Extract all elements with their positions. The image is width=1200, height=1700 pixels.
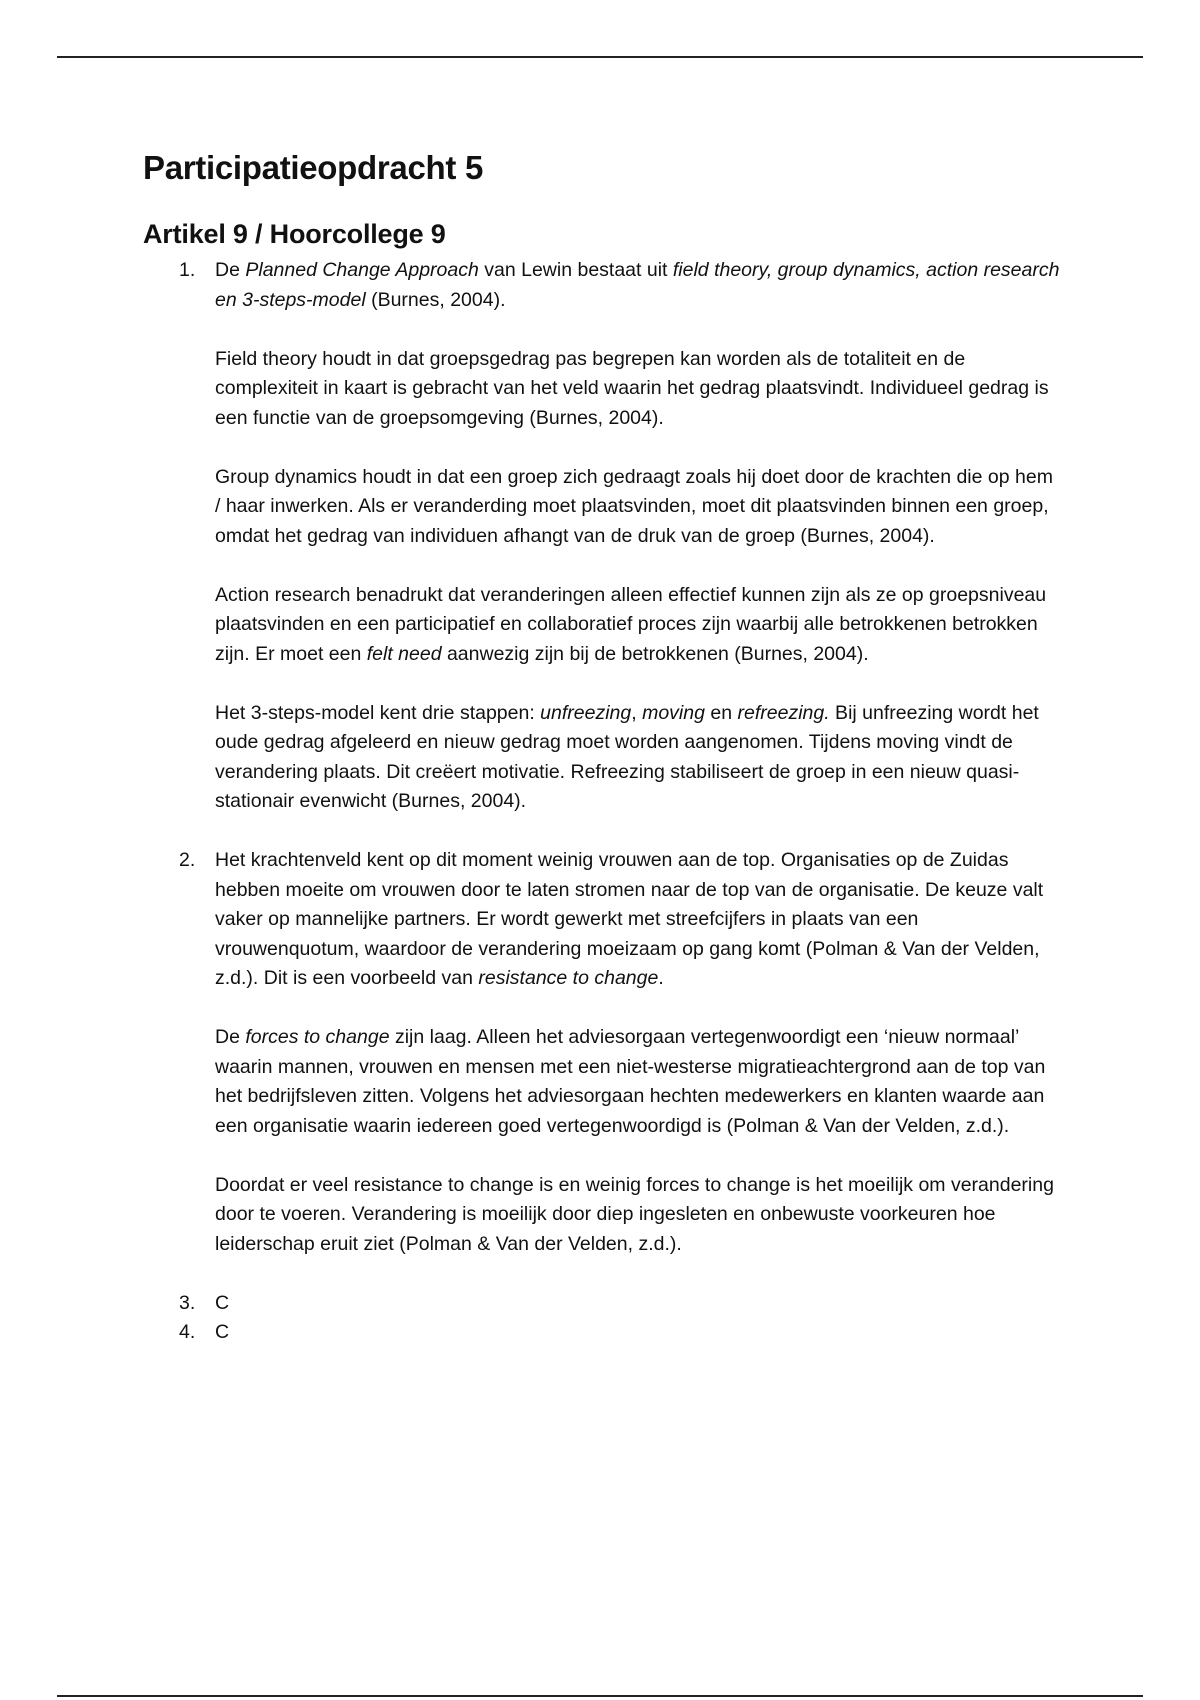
italic-term: field theory, group dynamics, action research en 3-steps-model [215,259,1060,311]
question-item [143,846,1063,1259]
answer-paragraph: De Planned Change Approach van Lewin bestaat uit field theory, group dynamics, action research en 3-steps-model (Burnes, 2004). [215,259,1060,311]
italic-term: unfreezing [540,701,632,724]
answer-paragraph: De forces to change zijn laag. Alleen het adviesorgaan vertegenwoordigt een ‘nieuw normaal’ waarin mannen, vrouwen en mensen met een niet-westerse migratieachtergrond aan de top van het bedrijfsleven zitten. Volgens het adviesorgaan hechten medewerkers en klanten waarde aan een organisatie waarin iedereen goed vertegenwoordigd is (Polman & Van der Velden, z.d.). [215,1026,1046,1137]
answer-paragraph: Het krachtenveld kent op dit moment weinig vrouwen aan de top. Organisaties op de Zuidas hebben moeite om vrouwen door te laten stromen naar de top van de organisatie. De keuze valt vaker op mannelijke partners. Er wordt gewerkt met streefcijfers in plaats van een vrouwenquotum, waardoor de verandering moeizaam op gang komt (Polman & Van der Velden, z.d.). Dit is een voorbeeld van resistance to change. [215,849,1044,989]
question-list [143,256,1063,1348]
question-number: 3. [179,1291,196,1314]
italic-term: felt need [366,642,442,665]
question-number: 1. [179,259,196,281]
answer-paragraph: Het 3-steps-model kent drie stappen: unfreezing, moving en refreezing. Bij unfreezing wordt het oude gedrag afgeleerd en nieuw gedrag moet worden aangenomen. Tijdens moving vindt de verandering plaats. Dit creëert motivatie. Refreezing stabiliseert de groep in een nieuw quasi-stationair evenwicht (Burnes, 2004). [215,701,1039,812]
document-title: Participatieopdracht 5 [143,149,483,186]
top-rule [57,56,1143,58]
italic-term: refreezing. [737,701,830,724]
section-heading: Artikel 9 / Hoorcollege 9 [143,219,446,249]
answer-paragraph: C [215,1321,230,1343]
bottom-rule [57,1695,1143,1697]
answer-paragraph: Action research benadrukt dat veranderingen alleen effectief kunnen zijn als ze op groepsniveau plaatsvinden en een participatief en collaboratief proces zijn waarbij alle betrokkenen betrokken zijn. Er moet een felt need aanwezig zijn bij de betrokkenen (Burnes, 2004). [215,583,1047,665]
question-item [143,256,1063,817]
question-number: 4. [179,1321,196,1343]
answer-paragraph: C [215,1291,230,1314]
italic-term: forces to change [245,1026,390,1048]
italic-term: moving [642,701,705,724]
answer-paragraph: Doordat er veel resistance to change is en weinig forces to change is het moeilijk om verandering door te voeren. Verandering is moeilijk door diep ingesleten en onbewuste voorkeuren hoe leiderschap eruit ziet (Polman & Van der Velden, z.d.). [215,1173,1054,1255]
question-number: 2. [179,849,196,871]
italic-term: resistance to change [478,967,659,989]
answer-paragraph: Group dynamics houdt in dat een groep zich gedraagt zoals hij doet door de krachten die op hem / haar inwerken. Als er veranderding moet plaatsvinden, moet dit plaatsvinden binnen een groep, omdat het gedrag van individuen afhangt van de druk van de groep (Burnes, 2004). [215,465,1053,547]
document-body [143,140,1063,1348]
italic-term: Planned Change Approach [245,259,479,281]
question-item [143,1318,1063,1348]
question-item [143,1289,1063,1319]
answer-paragraph: Field theory houdt in dat groepsgedrag pas begrepen kan worden als de totaliteit en de complexiteit in kaart is gebracht van het veld waarin het gedrag plaatsvindt. Individueel gedrag is een functie van de groepsomgeving (Burnes, 2004). [215,347,1049,429]
